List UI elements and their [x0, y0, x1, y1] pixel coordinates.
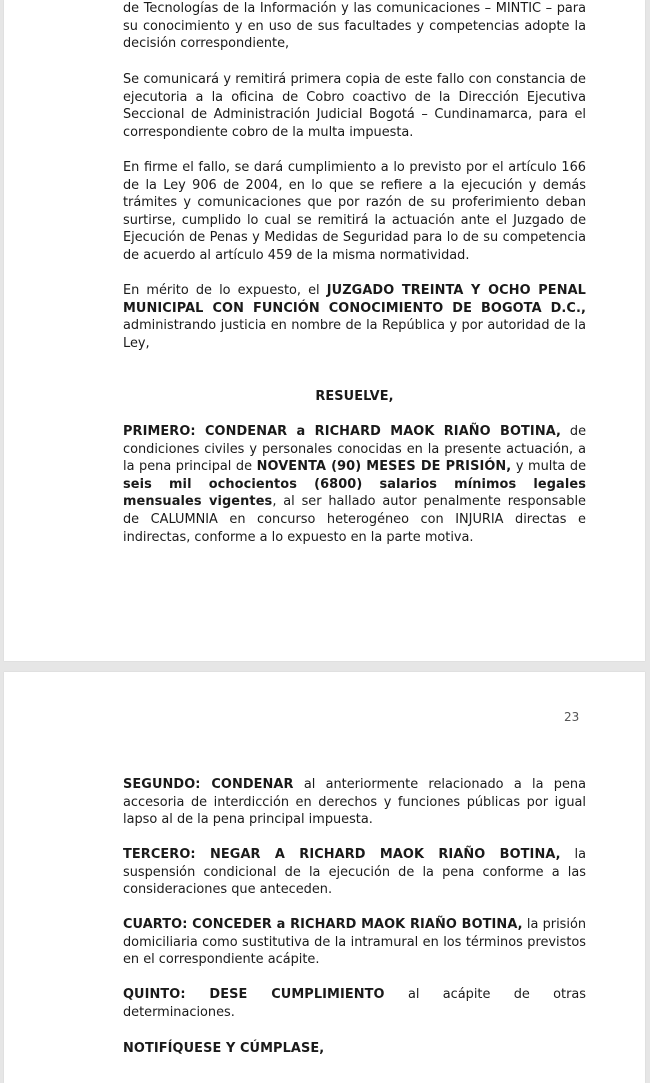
paragraph-merito: En mérito de lo expuesto, el JUZGADO TREINTA Y OCHO PENAL MUNICIPAL CON FUNCIÓN CONOCIMIENTO DE BOGOTA D.C., administrando justicia en nombre de la República y por autoridad de la Ley, [123, 283, 586, 351]
page-number: 23 [564, 710, 580, 724]
paragraph-quinto: QUINTO: DESE CUMPLIMIENTO al acápite de otras determinaciones. [123, 987, 586, 1020]
paragraph-cobro-coactivo: Se comunicará y remitirá primera copia de este fallo con constancia de ejecutoria a la oficina de Cobro coactivo de la Dirección Ejecutiva Seccional de Administración Judicial Bogotá – Cundinamarca, para el correspondiente cobro de la multa impuesta. [123, 72, 586, 140]
paragraph-mintic: de Tecnologías de la Información y las comunicaciones – MINTIC – para su conocimiento y en uso de sus facultades y competencias adopte la decisión correspondiente, [123, 1, 586, 52]
paragraph-cuarto: CUARTO: CONCEDER a RICHARD MAOK RIAÑO BOTINA, la prisión domiciliaria como sustitutiva de la intramural en los términos previstos en el correspondiente acápite. [123, 917, 586, 968]
document-page-2 [4, 672, 645, 1083]
multa-amount: seis mil ochocientos (6800) salarios mínimos legales mensuales vigentes [123, 476, 586, 510]
pena-principal: NOVENTA (90) MESES DE PRISIÓN, [256, 459, 512, 475]
paragraph-primero: PRIMERO: CONDENAR a RICHARD MAOK RIAÑO BOTINA, de condiciones civiles y personales conocidas en la presente actuación, a la pena principal de NOVENTA (90) MESES DE PRISIÓN, y multa de seis mil ochocientos (6800) salarios mínimos legales mensuales vigentes, al ser hallado autor penalmente responsable de CALUMNIA en concurso heterogéneo con INJURIA directas e indirectas, conforme a lo expuesto en la parte motiva. [123, 424, 586, 545]
tercero-lead: TERCERO: NEGAR A RICHARD MAOK RIAÑO BOTINA, [123, 847, 561, 862]
paragraph-firme-fallo: En firme el fallo, se dará cumplimiento a lo previsto por el artículo 166 de la Ley 906 de 2004, en lo que se refiere a la ejecución y demás trámites y comunicaciones que por razón de su proferimiento deban surtirse, cumplido lo cual se remitirá la actuación ante el Juzgado de Ejecución de Penas y Medidas de Seguridad para lo de su competencia de acuerdo al artículo 459 de la misma normatividad. [123, 160, 586, 263]
quinto-lead: QUINTO: DESE CUMPLIMIENTO [123, 987, 385, 1002]
closing-notifiquese: NOTIFÍQUESE Y CÚMPLASE, [123, 1041, 325, 1056]
paragraph-segundo: SEGUNDO: CONDENAR al anteriormente relacionado a la pena accesoria de interdicción en derechos y funciones públicas por igual lapso al de la pena principal impuesta. [123, 777, 586, 828]
document-page-1 [4, 0, 645, 661]
court-name: JUZGADO TREINTA Y OCHO PENAL MUNICIPAL CON FUNCIÓN CONOCIMIENTO DE BOGOTA D.C., [123, 283, 586, 316]
cuarto-lead: CUARTO: CONCEDER a RICHARD MAOK RIAÑO BOTINA, [123, 917, 523, 932]
resuelve-heading: RESUELVE, [315, 389, 394, 404]
primero-lead: PRIMERO: CONDENAR a RICHARD MAOK RIAÑO BOTINA, [123, 424, 562, 439]
segundo-lead: SEGUNDO: CONDENAR [123, 777, 294, 792]
paragraph-tercero: TERCERO: NEGAR A RICHARD MAOK RIAÑO BOTINA, la suspensión condicional de la ejecución de la pena conforme a las consideraciones que anteceden. [123, 847, 586, 898]
